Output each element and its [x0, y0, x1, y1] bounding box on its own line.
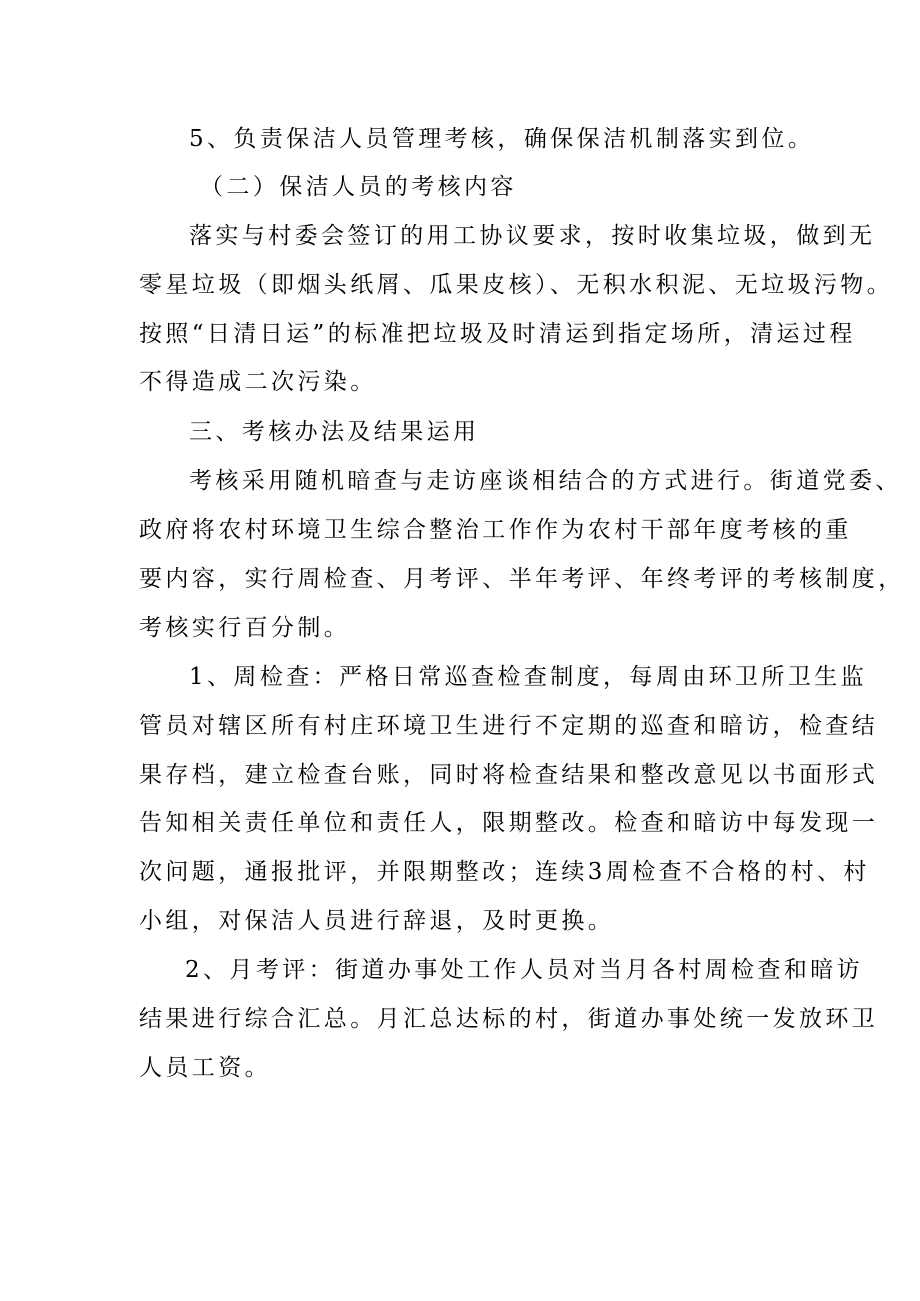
paragraph-line: 落实与村委会签订的用工协议要求，按时收集垃圾，做到无 — [189, 223, 876, 249]
paragraph-line: 果存档，建立检查台账，同时将检查结果和整改意见以书面形式 — [139, 762, 879, 788]
paragraph-line-item-5: 5、负责保洁人员管理考核，确保保洁机制落实到位。 — [189, 126, 815, 152]
section-heading-assessment-method: 三、考核办法及结果运用 — [189, 419, 480, 445]
paragraph-line: 人员工资。 — [139, 1055, 271, 1081]
paragraph-line: 小组，对保洁人员进行辞退，及时更换。 — [139, 908, 615, 934]
paragraph-line: 零星垃圾（即烟头纸屑、瓜果皮核）、无积水积泥、无垃圾污物。 — [139, 272, 894, 298]
paragraph-line: 结果进行综合汇总。月汇总达标的村，街道办事处统一发放环卫 — [139, 1006, 879, 1032]
paragraph-line: 考核采用随机暗查与走访座谈相结合的方式进行。街道党委、 — [189, 468, 902, 494]
paragraph-line: 按照“日清日运”的标准把垃圾及时清运到指定场所，清运过程 — [139, 321, 856, 347]
paragraph-line: 政府将农村环境卫生综合整治工作作为农村干部年度考核的重 — [139, 517, 852, 543]
paragraph-line: 不得造成二次污染。 — [139, 369, 377, 395]
paragraph-line: 考核实行百分制。 — [139, 615, 351, 641]
paragraph-line: 要内容，实行周检查、月考评、半年考评、年终考评的考核制度， — [139, 566, 905, 592]
paragraph-line: 告知相关责任单位和责任人，限期整改。检查和暗访中每发现一 — [139, 810, 879, 836]
section-heading-cleaner-assessment: （二）保洁人员的考核内容 — [200, 174, 517, 200]
paragraph-line: 管员对辖区所有村庄环境卫生进行不定期的巡查和暗访，检查结 — [139, 713, 879, 739]
paragraph-line-monthly-review: 2、月考评：街道办事处工作人员对当月各村周检查和暗访 — [185, 957, 864, 983]
paragraph-line: 次问题，通报批评，并限期整改；连续3周检查不合格的村、村 — [139, 859, 870, 885]
paragraph-line-weekly-check: 1、周检查：严格日常巡查检查制度，每周由环卫所卫生监 — [189, 664, 868, 690]
